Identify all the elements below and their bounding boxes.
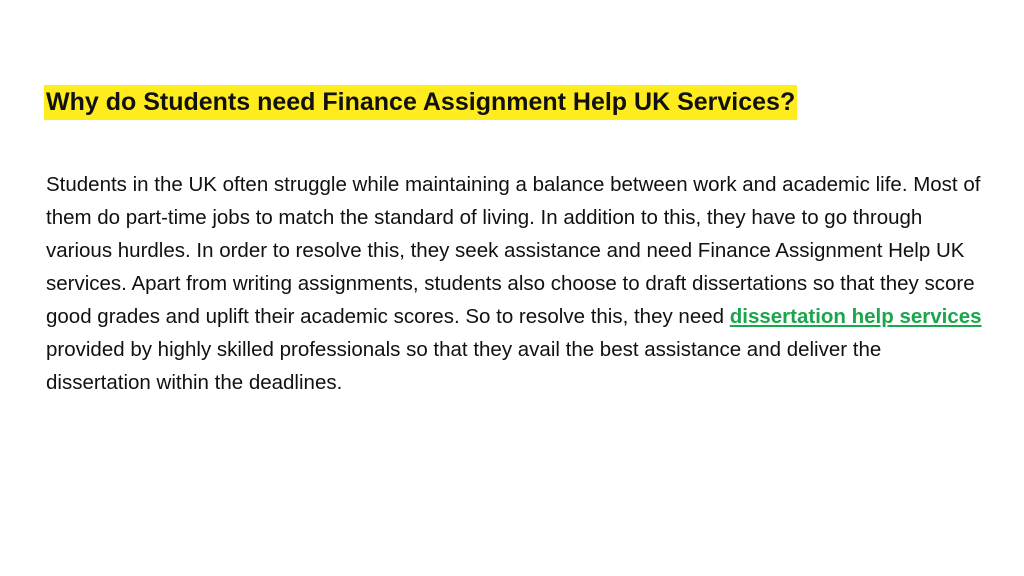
slide-heading: Why do Students need Finance Assignment Help UK Services? [44, 85, 797, 120]
paragraph-text-before-link: Students in the UK often struggle while maintaining a balance between work and academic life. Most of them do part-time jobs to match the standard of living. In addition to this, they have to go through various hurdles. In order to resolve this, they seek assistance and need Finance Assignment Help UK services. Apart from writing assignments, students also choose to draft dissertations so that they score good grades and uplift their academic scores. So to resolve this, they need [46, 173, 981, 328]
paragraph-text-after-link: provided by highly skilled professionals so that they avail the best assistance and deliver the dissertation within the deadlines. [46, 338, 882, 394]
body-paragraph [46, 168, 982, 399]
dissertation-help-services-link[interactable]: dissertation help services [729, 305, 982, 328]
